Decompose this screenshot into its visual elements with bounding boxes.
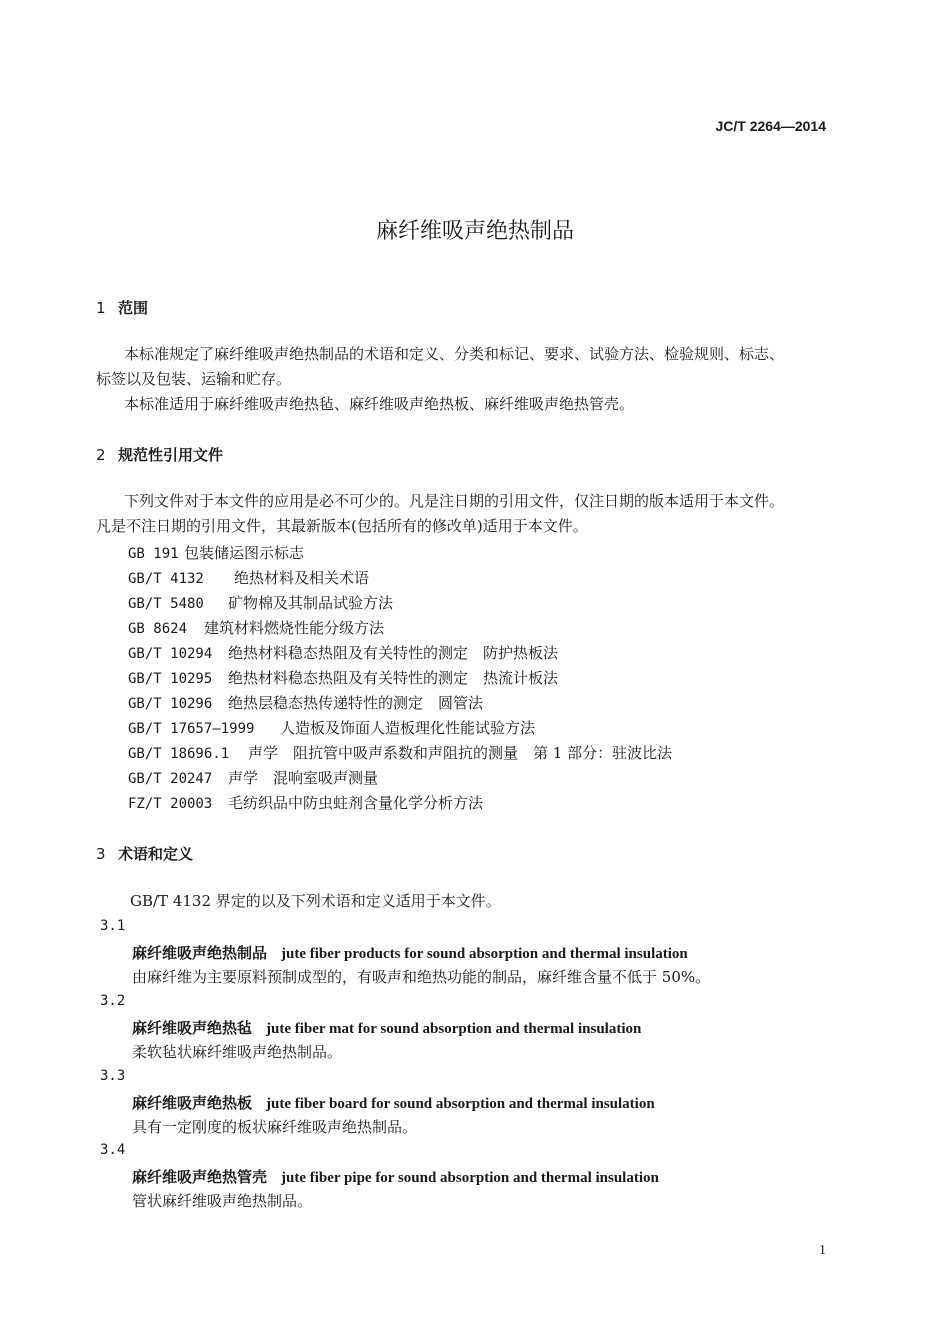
- reference-item: [128, 767, 378, 788]
- reference-item: [128, 667, 558, 688]
- section-3-heading: [96, 843, 193, 864]
- reference-title: 毛纺织品中防虫蛀剂含量化学分析方法: [228, 794, 484, 812]
- reference-code: GB 191: [128, 546, 179, 562]
- section-title: 术语和定义: [118, 845, 194, 863]
- reference-item: [128, 642, 558, 663]
- term-number: 3.4: [100, 1142, 126, 1158]
- reference-title: 声学 混响室吸声测量: [228, 769, 379, 787]
- section-title: 规范性引用文件: [118, 446, 224, 464]
- section-title: 范围: [118, 299, 149, 317]
- scope-paragraph-1-line-2: 标签以及包装、运输和贮存。: [96, 370, 292, 388]
- term-heading: [132, 1166, 659, 1187]
- reference-title: 绝热层稳态热传递特性的测定 圆管法: [228, 694, 484, 712]
- term-chinese: 麻纤维吸声绝热毡: [132, 1019, 253, 1037]
- scope-paragraph-2: 本标准适用于麻纤维吸声绝热毡、麻纤维吸声绝热板、麻纤维吸声绝热管壳。: [124, 395, 635, 413]
- term-heading: [132, 1017, 641, 1038]
- term-heading: [132, 942, 688, 963]
- reference-item: [128, 742, 672, 763]
- section-1-heading: [96, 297, 148, 318]
- page-number: 1: [819, 1243, 826, 1258]
- reference-code: GB/T 4132: [128, 571, 204, 587]
- section-2-heading: [96, 444, 223, 465]
- reference-code: GB/T 5480: [128, 596, 204, 612]
- reference-code: GB/T 10295: [128, 671, 213, 687]
- reference-item: [128, 692, 483, 713]
- term-english: jute fiber board for sound absorption and thermal insulation: [266, 1096, 655, 1112]
- term-heading: [132, 1092, 655, 1113]
- term-number: 3.2: [100, 993, 126, 1009]
- reference-code: GB/T 18696.1: [128, 746, 230, 762]
- page-title: 麻纤维吸声绝热制品: [375, 219, 574, 244]
- reference-title: 建筑材料燃烧性能分级方法: [204, 619, 385, 637]
- term-chinese: 麻纤维吸声绝热制品: [132, 944, 268, 962]
- term-chinese: 麻纤维吸声绝热管壳: [132, 1168, 268, 1186]
- reference-title: 声学 阻抗管中吸声系数和声阻抗的测量 第 1 部分：驻波比法: [248, 744, 673, 762]
- section-number: 1: [96, 299, 106, 317]
- standard-code: JC/T 2264—2014: [715, 118, 826, 134]
- reference-code: GB/T 10296: [128, 696, 213, 712]
- scope-paragraph-1-line-1: 本标准规定了麻纤维吸声绝热制品的术语和定义、分类和标记、要求、试验方法、检验规则、标志、: [124, 345, 785, 363]
- reference-item: [128, 542, 304, 563]
- term-number: 3.1: [100, 918, 126, 934]
- term-english: jute fiber pipe for sound absorption and thermal insulation: [281, 1170, 659, 1186]
- reference-code: GB/T 10294: [128, 646, 213, 662]
- reference-title: 绝热材料稳态热阻及有关特性的测定 防护热板法: [228, 644, 559, 662]
- term-english: jute fiber mat for sound absorption and thermal insulation: [266, 1021, 642, 1037]
- refs-intro-line-2: 凡是不注日期的引用文件，其最新版本(包括所有的修改单)适用于本文件。: [96, 517, 588, 535]
- term-definition: 柔软毡状麻纤维吸声绝热制品。: [132, 1043, 343, 1061]
- reference-title: 人造板及饰面人造板理化性能试验方法: [280, 719, 536, 737]
- section-number: 3: [96, 845, 106, 863]
- reference-title: 绝热材料及相关术语: [234, 569, 370, 587]
- reference-code: GB/T 17657—1999: [128, 721, 255, 737]
- reference-item: [128, 717, 535, 738]
- term-definition: 由麻纤维为主要原料预制成型的，有吸声和绝热功能的制品，麻纤维含量不低于 50%。: [132, 968, 711, 986]
- reference-title: 矿物棉及其制品试验方法: [228, 594, 394, 612]
- reference-title: 包装储运图示标志: [184, 544, 305, 562]
- reference-code: GB/T 20247: [128, 771, 213, 787]
- section-number: 2: [96, 446, 106, 464]
- term-definition: 管状麻纤维吸声绝热制品。: [132, 1192, 313, 1210]
- terms-intro: GB/T 4132 界定的以及下列术语和定义适用于本文件。: [130, 892, 501, 910]
- reference-title: 绝热材料稳态热阻及有关特性的测定 热流计板法: [228, 669, 559, 687]
- reference-item: [128, 617, 384, 638]
- reference-code: GB 8624: [128, 621, 188, 637]
- reference-item: [128, 567, 369, 588]
- term-chinese: 麻纤维吸声绝热板: [132, 1094, 253, 1112]
- term-definition: 具有一定刚度的板状麻纤维吸声绝热制品。: [132, 1118, 418, 1136]
- term-number: 3.3: [100, 1068, 126, 1084]
- term-english: jute fiber products for sound absorption and thermal insulation: [281, 946, 688, 962]
- reference-item: [128, 792, 483, 813]
- reference-item: [128, 592, 393, 613]
- refs-intro-line-1: 下列文件对于本文件的应用是必不可少的。凡是注日期的引用文件，仅注日期的版本适用于本文件。: [124, 492, 785, 510]
- reference-code: FZ/T 20003: [128, 796, 213, 812]
